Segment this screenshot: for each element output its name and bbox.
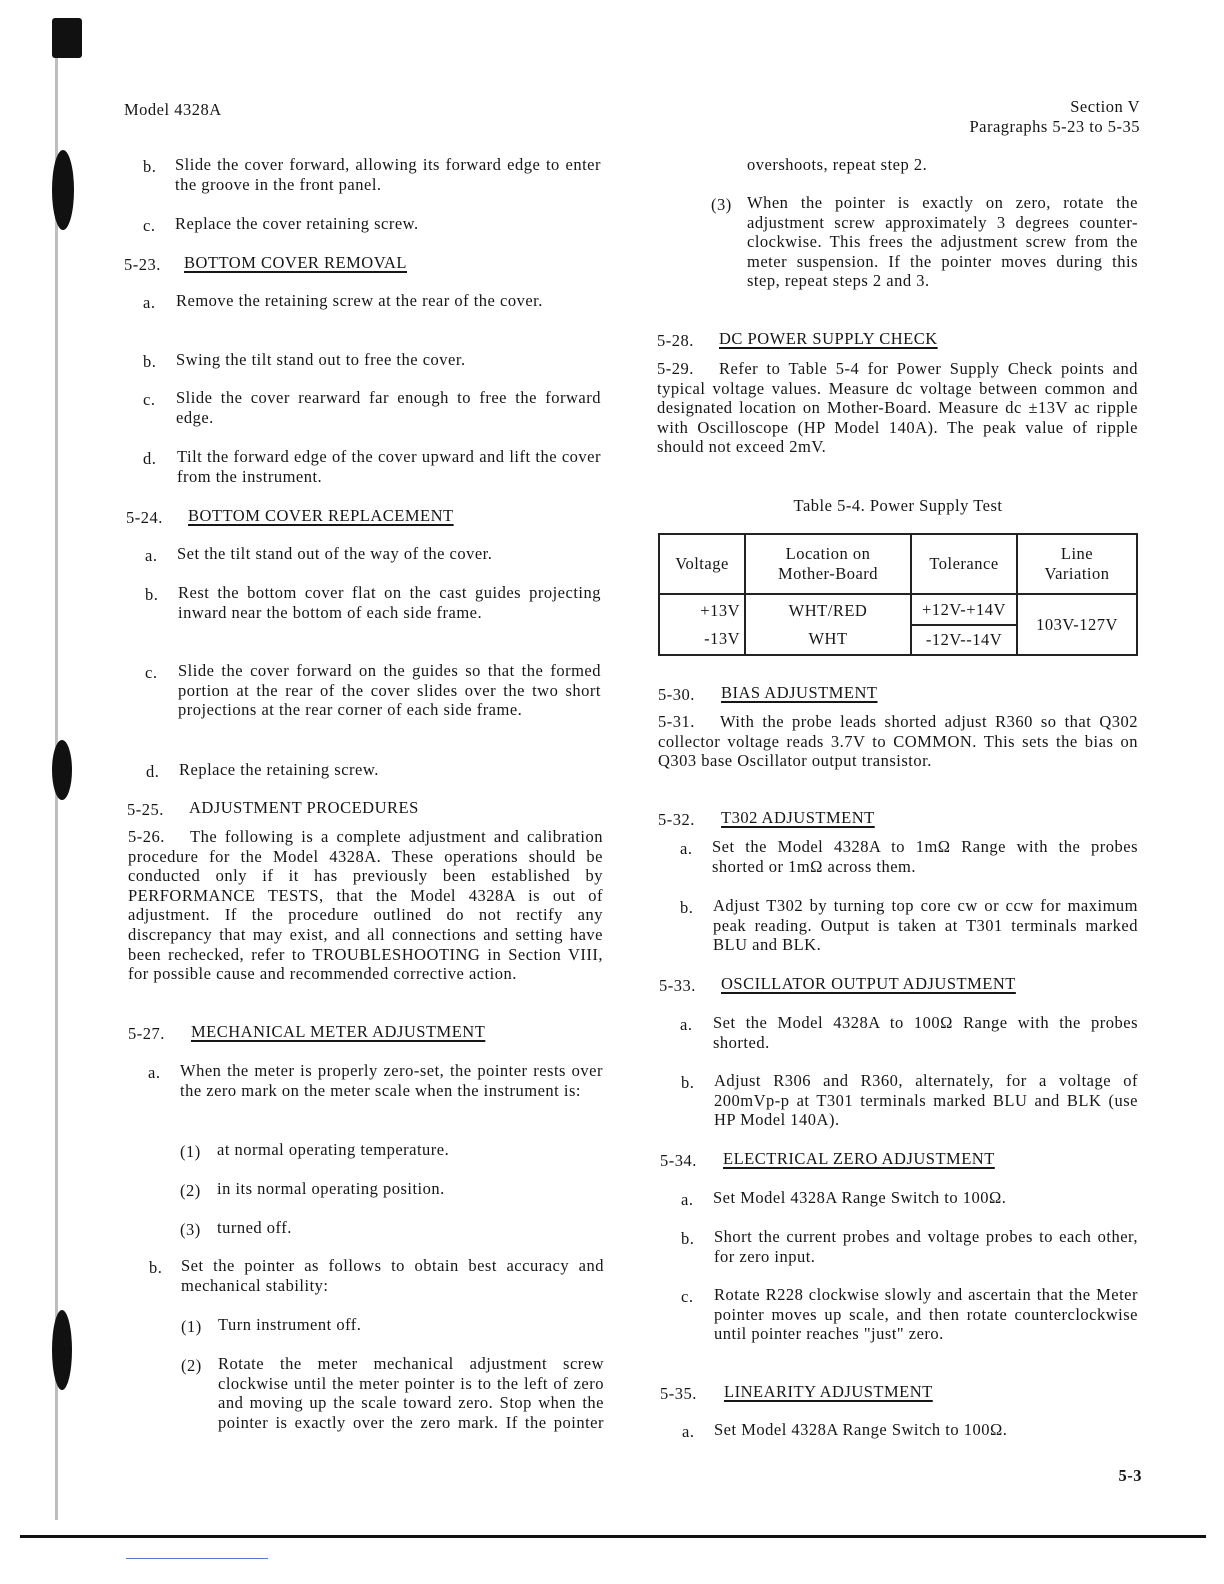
cell-value: +12V-+14V: [912, 596, 1016, 626]
section-heading: LINEARITY ADJUSTMENT: [724, 1382, 933, 1401]
step-text: at normal operating temperature.: [217, 1140, 450, 1159]
item-label: c.: [145, 663, 158, 682]
item-label: (3): [180, 1220, 201, 1239]
paragraph-text: Refer to Table 5-4 for Power Supply Check points and typical voltage values. Measure dc voltage between common and designated location on Mother-Board. Measure dc ±13V ac ripple with Oscilloscope (HP Model 140A). The peak value of ripple should not exceed 2mV.: [657, 359, 1138, 457]
step-text: Tilt the forward edge of the cover upward and lift the cover from the instrument.: [177, 447, 601, 486]
item-label: d.: [146, 762, 160, 781]
item-label: b.: [681, 1073, 695, 1092]
step-text: Set the tilt stand out of the way of the cover.: [177, 544, 493, 563]
step-text: Adjust T302 by turning top core cw or ccw for maximum peak reading. Output is taken at T301 terminals marked BLU and BLK.: [713, 896, 1138, 955]
section-number: 5-25.: [127, 800, 164, 819]
step-text: Swing the tilt stand out to free the cover.: [176, 350, 466, 369]
table-caption: Table 5-4. Power Supply Test: [793, 496, 1003, 515]
bottom-rule: [20, 1535, 1206, 1538]
cell-value: -13V: [704, 628, 740, 648]
paragraph-5-29: [657, 359, 1138, 457]
section-heading: MECHANICAL METER ADJUSTMENT: [191, 1022, 486, 1041]
paragraphs-range: Paragraphs 5-23 to 5-35: [969, 116, 1140, 136]
step-text: When the meter is properly zero-set, the pointer rests over the zero mark on the meter scale when the instrument is:: [180, 1061, 603, 1100]
step-text: Set the Model 4328A to 1mΩ Range with the probes shorted or 1mΩ across them.: [712, 837, 1138, 876]
item-label: b.: [680, 898, 694, 917]
voltage-cell: [659, 594, 745, 655]
step-text: Set the Model 4328A to 100Ω Range with the probes shorted.: [713, 1013, 1138, 1052]
paragraph-number: 5-29.: [657, 359, 694, 378]
item-label: b.: [143, 352, 157, 371]
step-text: Rest the bottom cover flat on the cast guides projecting inward near the bottom of each side frame.: [178, 583, 601, 622]
section-heading: ELECTRICAL ZERO ADJUSTMENT: [723, 1149, 995, 1168]
item-label: c.: [143, 216, 156, 235]
step-text: turned off.: [217, 1218, 292, 1237]
section-heading: T302 ADJUSTMENT: [721, 808, 875, 827]
cell-value: -12V--14V: [925, 629, 1003, 649]
column-header: Line Variation: [1017, 534, 1137, 594]
cell-value: WHT/RED: [788, 600, 868, 620]
cell-value: +13V: [700, 600, 740, 620]
item-label: (2): [180, 1181, 201, 1200]
item-label: (3): [711, 195, 732, 214]
item-label: a.: [145, 546, 158, 565]
item-label: b.: [681, 1229, 695, 1248]
section-heading: OSCILLATOR OUTPUT ADJUSTMENT: [721, 974, 1016, 993]
step-text: Rotate R228 clockwise slowly and ascertain that the Meter pointer moves up scale, and then rotate counterclockwise until pointer reaches "just" zero.: [714, 1285, 1138, 1344]
paragraph-5-26: [128, 827, 603, 984]
step-text: Turn instrument off.: [218, 1315, 362, 1334]
section-number: 5-27.: [128, 1024, 165, 1043]
section-heading: BOTTOM COVER REPLACEMENT: [188, 506, 454, 525]
item-label: a.: [682, 1422, 695, 1441]
item-label: a.: [680, 839, 693, 858]
item-label: d.: [143, 449, 157, 468]
column-header: Tolerance: [911, 534, 1017, 594]
table-row: [659, 594, 1137, 655]
section-number: 5-32.: [658, 810, 695, 829]
step-text: Set Model 4328A Range Switch to 100Ω.: [714, 1420, 1008, 1439]
step-text: Set the pointer as follows to obtain best accuracy and mechanical stability:: [181, 1256, 604, 1295]
item-label: c.: [143, 390, 156, 409]
paragraph-5-31: [658, 712, 1138, 771]
step-text: in its normal operating position.: [217, 1179, 445, 1198]
cell-value: WHT: [808, 628, 848, 648]
step-text: Replace the cover retaining screw.: [175, 214, 419, 233]
item-label: a.: [680, 1015, 693, 1034]
step-text: Slide the cover rearward far enough to free the forward edge.: [176, 388, 601, 427]
page-number: 5-3: [1118, 1466, 1142, 1485]
section-number: 5-28.: [657, 331, 694, 350]
section-number: 5-24.: [126, 508, 163, 527]
step-text: Remove the retaining screw at the rear of the cover.: [176, 291, 543, 310]
paragraph-text: The following is a complete adjustment and calibration procedure for the Model 4328A. These operations should be conducted only if it has previously been established by PERFORMANCE TESTS, that the Model 4328A is out of adjustment. If the procedure outlined do not rectify any discrepancy that may exist, and all connections and setting have been rechecked, refer to TROUBLESHOOTING in Section VIII, for possible cause and recommended corrective action.: [128, 827, 603, 984]
step-text: Rotate the meter mechanical adjustment screw clockwise until the meter pointer is to the left of zero and moving up the scale toward zero. Stop when the pointer is exactly over the zero mark. If the pointer: [218, 1354, 604, 1432]
table-header-row: [659, 534, 1137, 594]
item-label: b.: [149, 1258, 163, 1277]
step-text: Slide the cover forward, allowing its forward edge to enter the groove in the front panel.: [175, 155, 601, 194]
model-header: Model 4328A: [124, 100, 222, 119]
tolerance-cell: [911, 594, 1017, 655]
paragraph-number: 5-26.: [128, 827, 165, 846]
step-text: Replace the retaining screw.: [179, 760, 379, 779]
section-heading: BOTTOM COVER REMOVAL: [184, 253, 407, 272]
section-heading: ADJUSTMENT PROCEDURES: [189, 798, 419, 817]
item-label: c.: [681, 1287, 694, 1306]
section-number: 5-34.: [660, 1151, 697, 1170]
item-label: (2): [181, 1356, 202, 1375]
column-header: Location on Mother-Board: [745, 534, 911, 594]
item-label: b.: [143, 157, 157, 176]
section-label: Section V: [1070, 97, 1140, 116]
step-text: Set Model 4328A Range Switch to 100Ω.: [713, 1188, 1007, 1207]
paragraph-number: 5-31.: [658, 712, 695, 731]
footer-link-line: [126, 1558, 268, 1559]
step-text: When the pointer is exactly on zero, rotate the adjustment screw approximately 3 degrees counter-clockwise. This frees the adjustment screw from the meter suspension. If the pointer moves during this step, repeat steps 2 and 3.: [747, 193, 1138, 291]
line-variation-cell: 103V-127V: [1017, 594, 1137, 655]
power-supply-table: [658, 533, 1138, 656]
item-label: (1): [180, 1142, 201, 1161]
section-header: [969, 97, 1140, 136]
step-text: Short the current probes and voltage probes to each other, for zero input.: [714, 1227, 1138, 1266]
step-text: overshoots, repeat step 2.: [747, 155, 928, 174]
item-label: (1): [181, 1317, 202, 1336]
section-heading: BIAS ADJUSTMENT: [721, 683, 878, 702]
item-label: a.: [681, 1190, 694, 1209]
step-text: Slide the cover forward on the guides so that the formed portion at the rear of the cover slides over the two short projections at the rear corner of each side frame.: [178, 661, 601, 720]
column-header: Voltage: [659, 534, 745, 594]
location-cell: [745, 594, 911, 655]
step-text: Adjust R306 and R360, alternately, for a voltage of 200mVp-p at T301 terminals marked BLU and BLK (use HP Model 140A).: [714, 1071, 1138, 1130]
item-label: b.: [145, 585, 159, 604]
section-number: 5-33.: [659, 976, 696, 995]
paragraph-text: With the probe leads shorted adjust R360 so that Q302 collector voltage reads 3.7V to COMMON. This sets the bias on Q303 base Oscillator output transistor.: [658, 712, 1138, 771]
section-number: 5-30.: [658, 685, 695, 704]
section-heading: DC POWER SUPPLY CHECK: [719, 329, 938, 348]
item-label: a.: [143, 293, 156, 312]
section-number: 5-23.: [124, 255, 161, 274]
section-number: 5-35.: [660, 1384, 697, 1403]
item-label: a.: [148, 1063, 161, 1082]
